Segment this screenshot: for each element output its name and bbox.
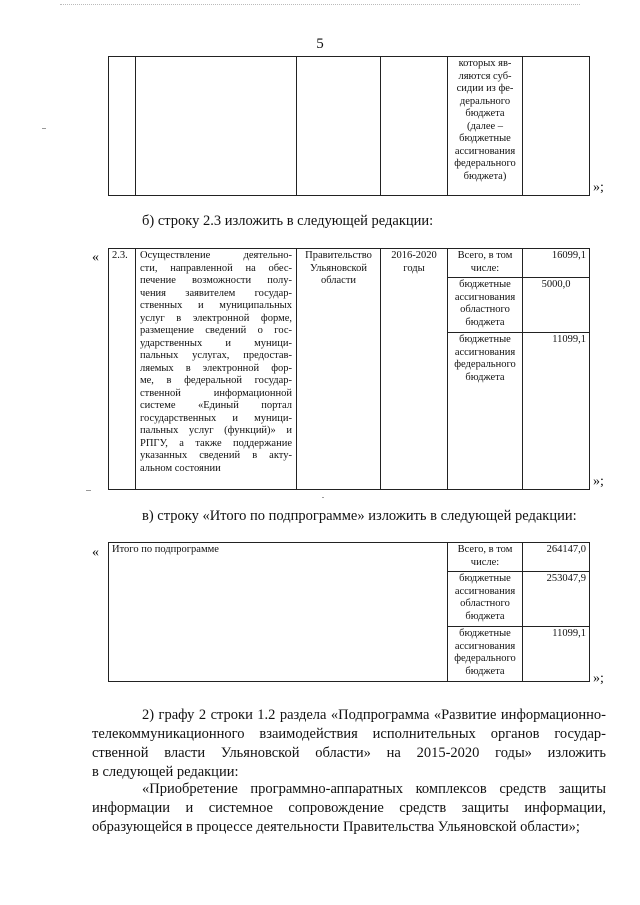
quoted-text-line: образующейся в процессе деятельности Правительства Ульяновской области»; — [92, 819, 580, 835]
desc-line: сти, направленной на обес- — [140, 262, 292, 274]
top-table-cell-value — [523, 57, 590, 196]
top-table-cell-executor — [297, 57, 381, 196]
table-c-total-label: Всего, в том числе: — [448, 543, 523, 572]
top-table-cell-description — [136, 57, 297, 196]
page-number: 5 — [316, 36, 324, 52]
desc-line: указанных сведений в акту- — [140, 450, 292, 461]
desc-line: Осуществление деятельно- — [140, 250, 292, 261]
top-cell-line: ассигнования — [454, 145, 516, 157]
table-c-federal-value: 11099,1 — [523, 627, 590, 682]
desc-line: ме, в федеральной государ- — [140, 375, 292, 386]
table-c-regional-value: 253047,9 — [523, 572, 590, 627]
table-b-federal-label: бюджетные ассигнования федерального бюджета — [448, 333, 523, 490]
table-b-open-quote: « — [92, 250, 99, 265]
desc-line: размещение сведений о гос- — [140, 325, 292, 336]
table-b-period: 2016-2020 годы — [381, 249, 448, 490]
desc-line: ляемых в электронной фор- — [140, 362, 292, 374]
desc-line: ударственных и муници- — [140, 337, 292, 349]
table-c-total-value: 264147,0 — [523, 543, 590, 572]
desc-line: альном состоянии — [140, 462, 221, 474]
paragraph-2-line: телекоммуникационного взаимодействия исполнительных органов государ- — [92, 726, 606, 742]
scan-mark — [322, 497, 324, 498]
top-cell-line: дерального — [459, 95, 511, 107]
desc-line: услуг в электронной форме, — [140, 312, 292, 324]
quoted-text-line: «Приобретение программно-аппаратных комплексов средств защиты — [142, 781, 606, 797]
table-c-regional-label: бюджетные ассигнования областного бюджета — [448, 572, 523, 627]
heading-b: б) строку 2.3 изложить в следующей редакции: — [142, 213, 434, 229]
desc-line: пальных услугах, предостав- — [140, 350, 292, 361]
top-cell-line: (далее – — [466, 120, 504, 132]
table-b-description — [136, 249, 297, 490]
top-cell-line: ляются суб- — [458, 70, 512, 82]
table-b — [108, 248, 590, 490]
table-c — [108, 542, 590, 682]
scan-artifact — [60, 4, 580, 6]
top-table-cell-num — [109, 57, 136, 196]
desc-line: ственных и муниципальных — [140, 300, 292, 311]
top-cell-line: сидии из фе- — [456, 83, 514, 94]
table-b-total-label: Всего, в том числе: — [448, 249, 523, 278]
paragraph-2-line: в следующей редакции: — [92, 764, 239, 780]
top-cell-line: бюджета) — [463, 170, 507, 182]
paragraph-2 — [92, 706, 606, 782]
desc-line: РПГУ, а также поддержание — [140, 437, 292, 449]
table-b-total-value: 16099,1 — [523, 249, 590, 278]
desc-line: пальных услуг (функций)» и — [140, 425, 292, 436]
table-b-closing-quote: »; — [593, 474, 604, 489]
top-table-closing-quote: »; — [593, 180, 604, 195]
top-cell-line: бюджета — [465, 108, 505, 119]
desc-line: печение возможности полу- — [140, 275, 292, 286]
quoted-text — [92, 780, 606, 837]
table-b-federal-value: 11099,1 — [523, 333, 590, 490]
quoted-text-line: информации и системное сопровождение средств защиты информации, — [92, 800, 606, 816]
top-cell-line: которых яв- — [458, 58, 512, 69]
top-cell-line: бюджетные — [459, 133, 511, 144]
table-c-open-quote: « — [92, 545, 99, 560]
table-b-regional-value: 5000,0 — [523, 278, 590, 333]
desc-line: чения заявителем государ- — [140, 287, 292, 299]
desc-line: ственной информационной — [140, 387, 292, 399]
top-table-cell-source — [448, 57, 523, 196]
heading-c: в) строку «Итого по подпрограмме» изложить в следующей редакции: — [142, 508, 577, 524]
top-table — [108, 56, 590, 196]
paragraph-2-line: 2) графу 2 строки 1.2 раздела «Подпрограмма «Развитие информационно- — [142, 707, 606, 723]
table-b-num: 2.3. — [109, 249, 136, 490]
table-b-regional-label: бюджетные ассигнования областного бюджета — [448, 278, 523, 333]
table-c-closing-quote: »; — [593, 671, 604, 686]
top-table-cell-period — [381, 57, 448, 196]
scan-mark — [42, 128, 46, 129]
table-c-federal-label: бюджетные ассигнования федерального бюджета — [448, 627, 523, 682]
top-cell-line: федерального — [454, 158, 516, 169]
paragraph-2-line: ственной власти Ульяновской области» на 2015-2020 годы» изложить — [92, 745, 606, 761]
scan-mark — [86, 490, 91, 491]
table-c-title: Итого по подпрограмме — [109, 543, 448, 682]
table-b-executor: Правительство Ульяновской области — [297, 249, 381, 490]
desc-line: системе «Единый портал — [140, 400, 292, 411]
desc-line: государственных и муници- — [140, 412, 292, 424]
